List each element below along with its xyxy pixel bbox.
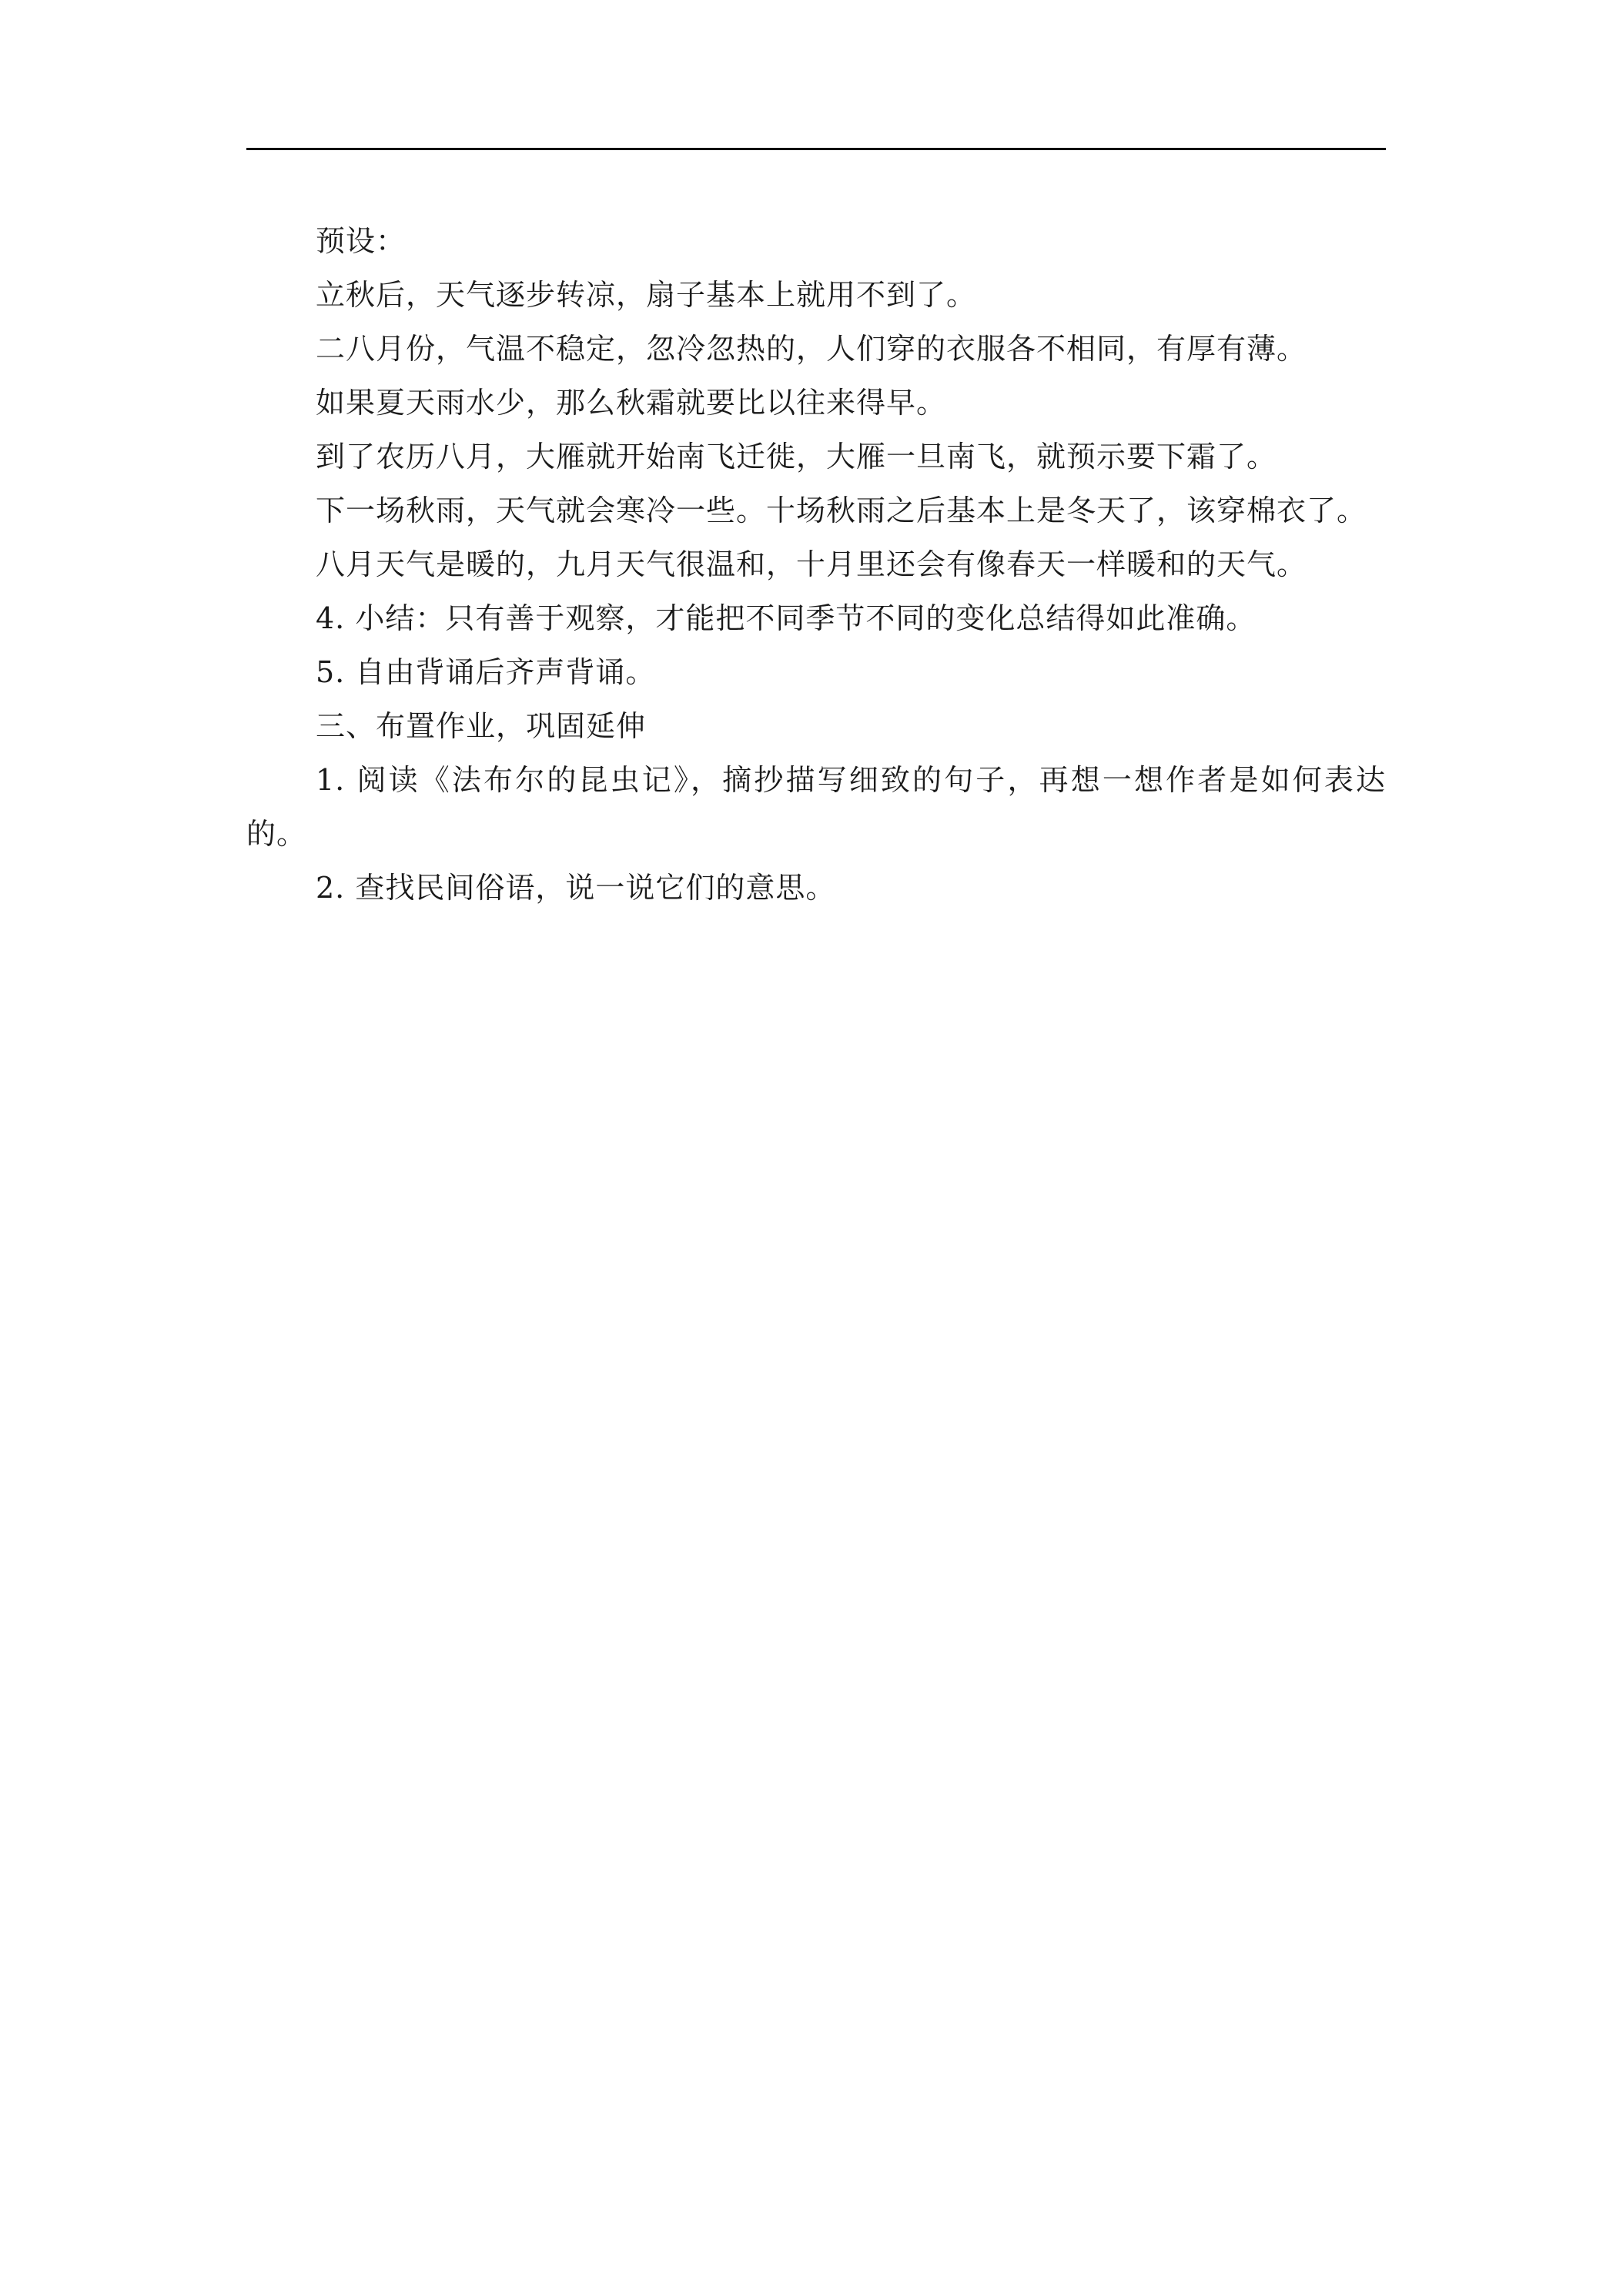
paragraph-recitation: 5. 自由背诵后齐声背诵。 bbox=[316, 655, 656, 689]
paragraph: 下一场秋雨，天气就会寒冷一些。十场秋雨之后基本上是冬天了，该穿棉衣了。 bbox=[316, 494, 1367, 527]
paragraph-summary: 4. 小结：只有善于观察，才能把不同季节不同的变化总结得如此准确。 bbox=[316, 601, 1257, 635]
header-divider bbox=[246, 148, 1386, 150]
document-body bbox=[246, 214, 1386, 915]
homework-item: 1. 阅读《法布尔的昆虫记》，摘抄描写细致的句子，再想一想作者是如何表达的。 bbox=[246, 763, 1386, 851]
paragraph: 如果夏天雨水少，那么秋霜就要比以往来得早。 bbox=[316, 386, 947, 420]
paragraph: 到了农历八月，大雁就开始南飞迁徙，大雁一旦南飞，就预示要下霜了。 bbox=[316, 440, 1277, 474]
section-heading-homework: 三、布置作业，巩固延伸 bbox=[316, 709, 647, 743]
homework-item: 2. 查找民间俗语，说一说它们的意思。 bbox=[316, 871, 836, 905]
paragraph: 立秋后，天气逐步转凉，扇子基本上就用不到了。 bbox=[316, 278, 977, 312]
paragraph: 八月天气是暖的，九月天气很温和，十月里还会有像春天一样暖和的天气。 bbox=[316, 547, 1307, 581]
paragraph-preset-label: 预设： bbox=[316, 224, 407, 258]
paragraph: 二八月份，气温不稳定，忽冷忽热的，人们穿的衣服各不相同，有厚有薄。 bbox=[316, 332, 1307, 366]
